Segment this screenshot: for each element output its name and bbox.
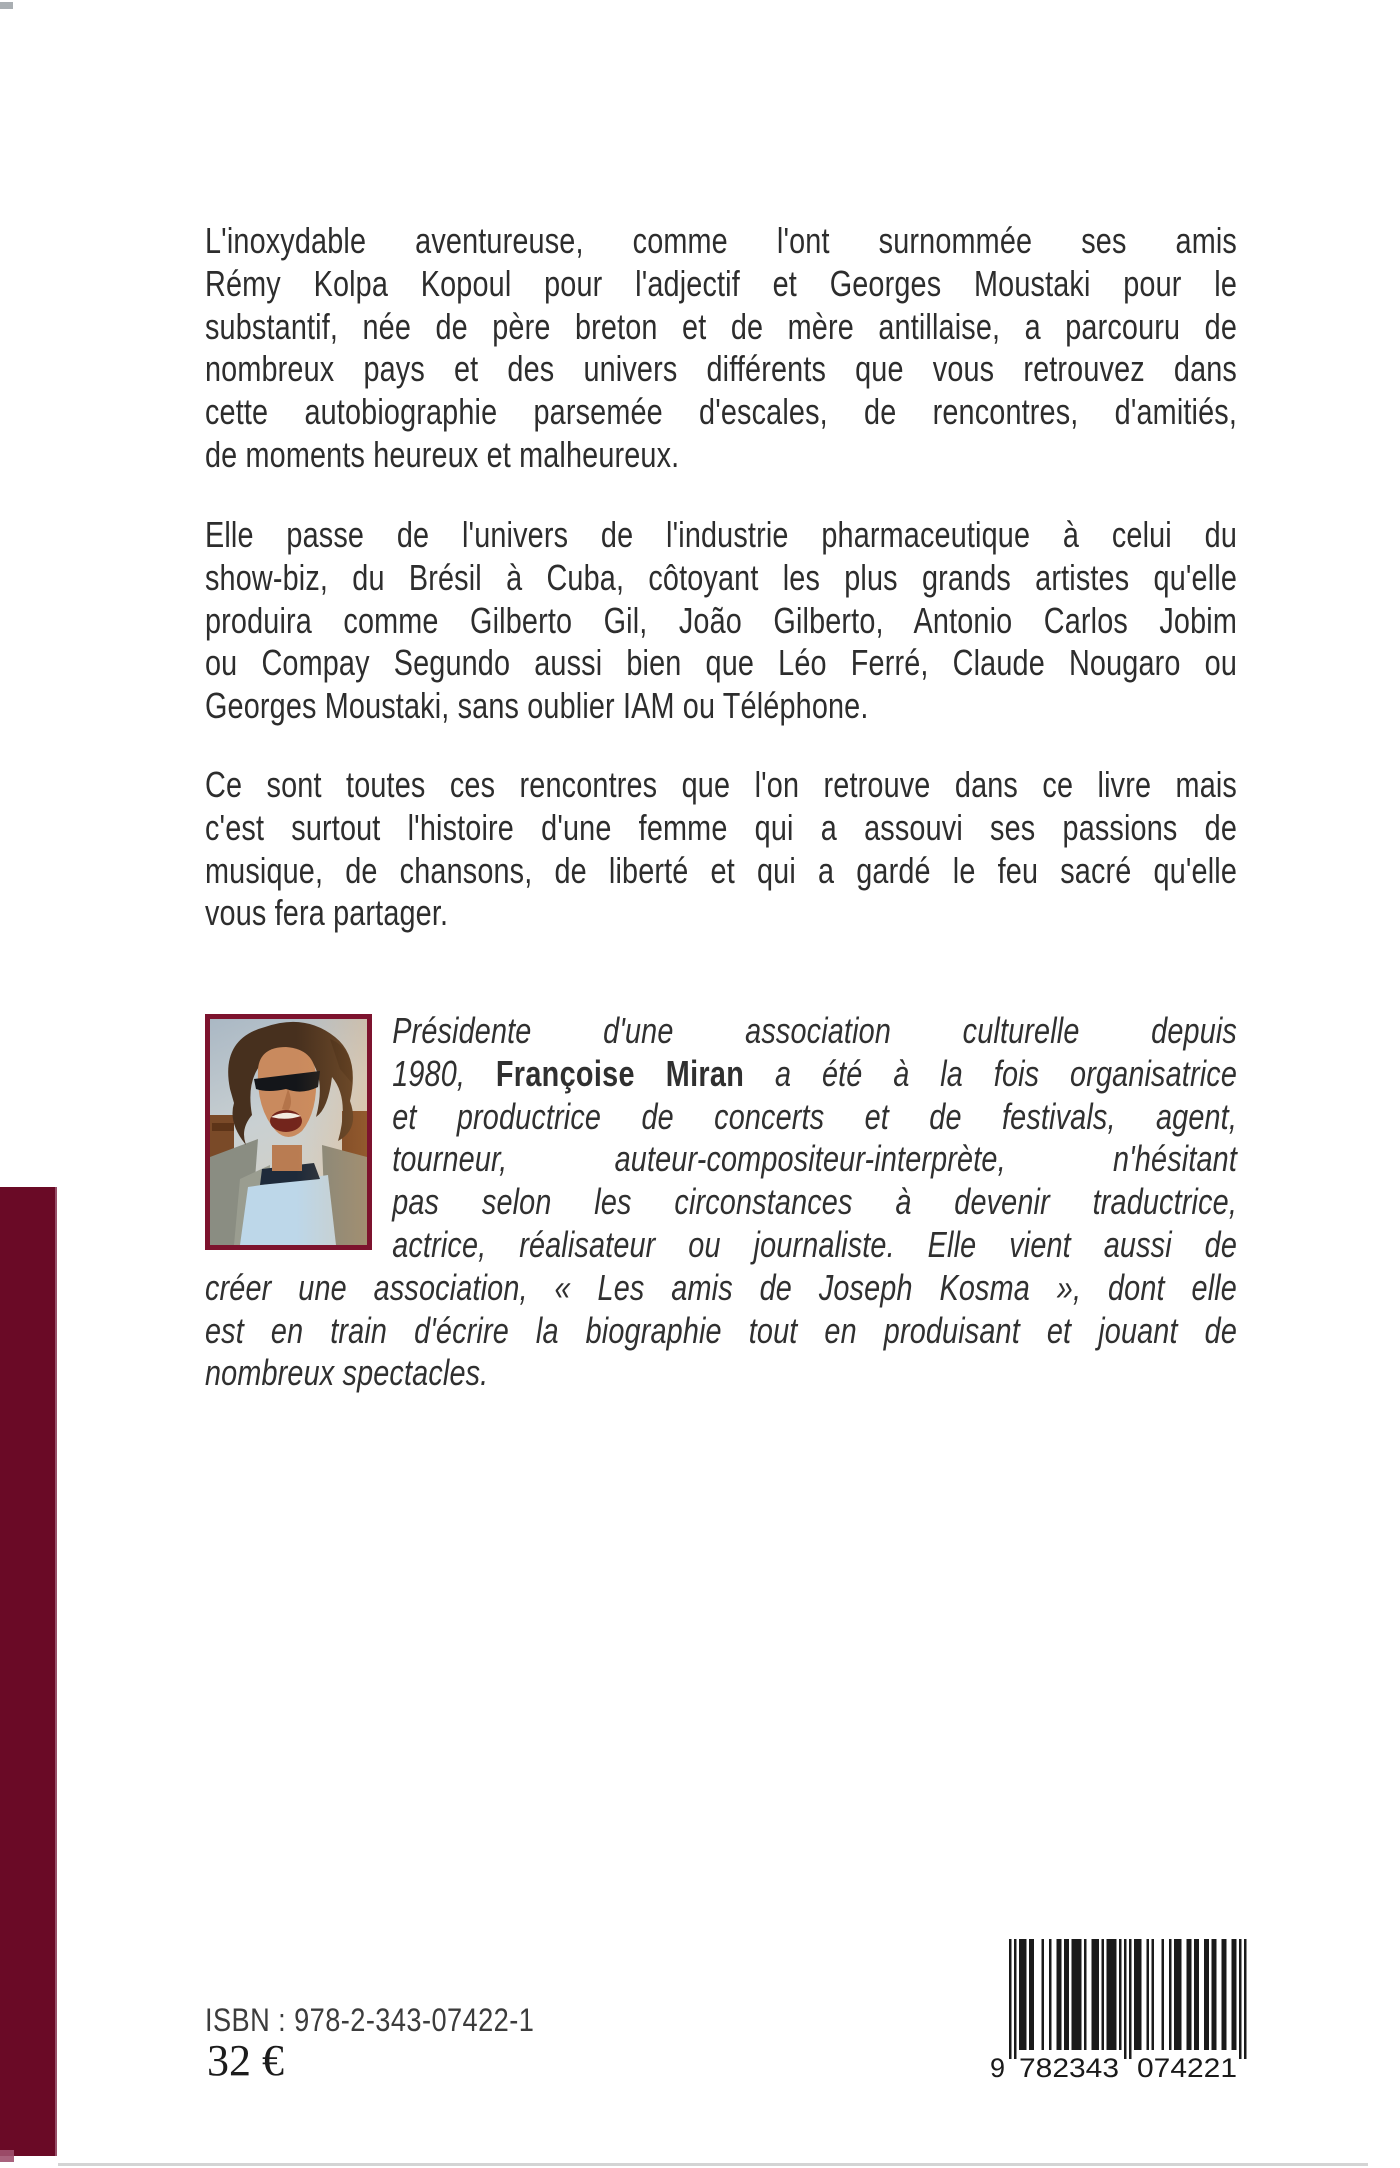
synopsis-paragraph-1 (205, 220, 1237, 477)
text-line: vous fera partager. (205, 892, 449, 934)
text-line: L'inoxydable aventureuse, comme l'ont surnommée ses amis (205, 220, 1237, 261)
text-line: musique, de chansons, de liberté et qui a gardé le feu sacré qu'elle (205, 849, 1237, 891)
text-line: Rémy Kolpa Kopoul pour l'adjectif et Georges Moustaki pour le (205, 262, 1237, 304)
text-line: substantif, née de père breton et de mère antillaise, a parcouru de (205, 305, 1237, 347)
scan-speck-bottom-left (0, 2150, 14, 2162)
ean-barcode (979, 1934, 1259, 2086)
scan-edge-line (58, 2163, 1368, 2166)
synopsis-paragraph-2 (205, 514, 1237, 728)
text-line: Présidente d'une association culturelle depuis (392, 1010, 1237, 1051)
text-line: Elle passe de l'univers de l'industrie pharmaceutique à celui du (205, 514, 1237, 555)
text-line: créer une association, « Les amis de Joseph Kosma », dont elle (205, 1266, 1237, 1308)
isbn-text: ISBN : 978-2-343-07422-1 (205, 2002, 535, 2038)
text-line: 1980, Françoise Miran a été à la fois organisatrice (392, 1052, 1237, 1094)
text-line: et productrice de concerts et de festivals, agent, (392, 1095, 1237, 1137)
text-line: de moments heureux et malheureux. (205, 433, 680, 475)
svg-text:9: 9 (989, 2053, 1005, 2083)
text-line: nombreux spectacles. (205, 1352, 489, 1394)
text-line: ou Compay Segundo aussi bien que Léo Ferré, Claude Nougaro ou (205, 642, 1237, 684)
author-bio (205, 1010, 1237, 1395)
text-line: tourneur, auteur-compositeur-interprète, n'hésitant (392, 1138, 1237, 1180)
text-line: cette autobiographie parsemée d'escales, de rencontres, d'amitiés, (205, 391, 1237, 433)
scan-speck-top-left (0, 2, 13, 9)
text-line: Ce sont toutes ces rencontres que l'on retrouve dans ce livre mais (205, 764, 1237, 805)
price-text: 32 € (207, 2036, 284, 2085)
text-line: c'est surtout l'histoire d'une femme qui a assouvi ses passions de (205, 806, 1237, 848)
text-line: produira comme Gilberto Gil, João Gilberto, Antonio Carlos Jobim (205, 599, 1237, 641)
synopsis-paragraph-3 (205, 764, 1237, 935)
ean-barcode-bars (979, 1934, 1259, 2086)
text-line: actrice, réalisateur ou journaliste. Elle vient aussi de (392, 1223, 1237, 1265)
svg-text:074221: 074221 (1137, 2053, 1237, 2083)
text-line: show-biz, du Brésil à Cuba, côtoyant les plus grands artistes qu'elle (205, 556, 1237, 598)
text-line: pas selon les circonstances à devenir traductrice, (392, 1181, 1237, 1223)
text-line: Georges Moustaki, sans oublier IAM ou Téléphone. (205, 685, 869, 727)
spine-band (0, 1187, 57, 2156)
svg-text:782343: 782343 (1019, 2053, 1119, 2083)
text-line: nombreux pays et des univers différents que vous retrouvez dans (205, 348, 1237, 390)
text-line: est en train d'écrire la biographie tout en produisant et jouant de (205, 1309, 1237, 1351)
